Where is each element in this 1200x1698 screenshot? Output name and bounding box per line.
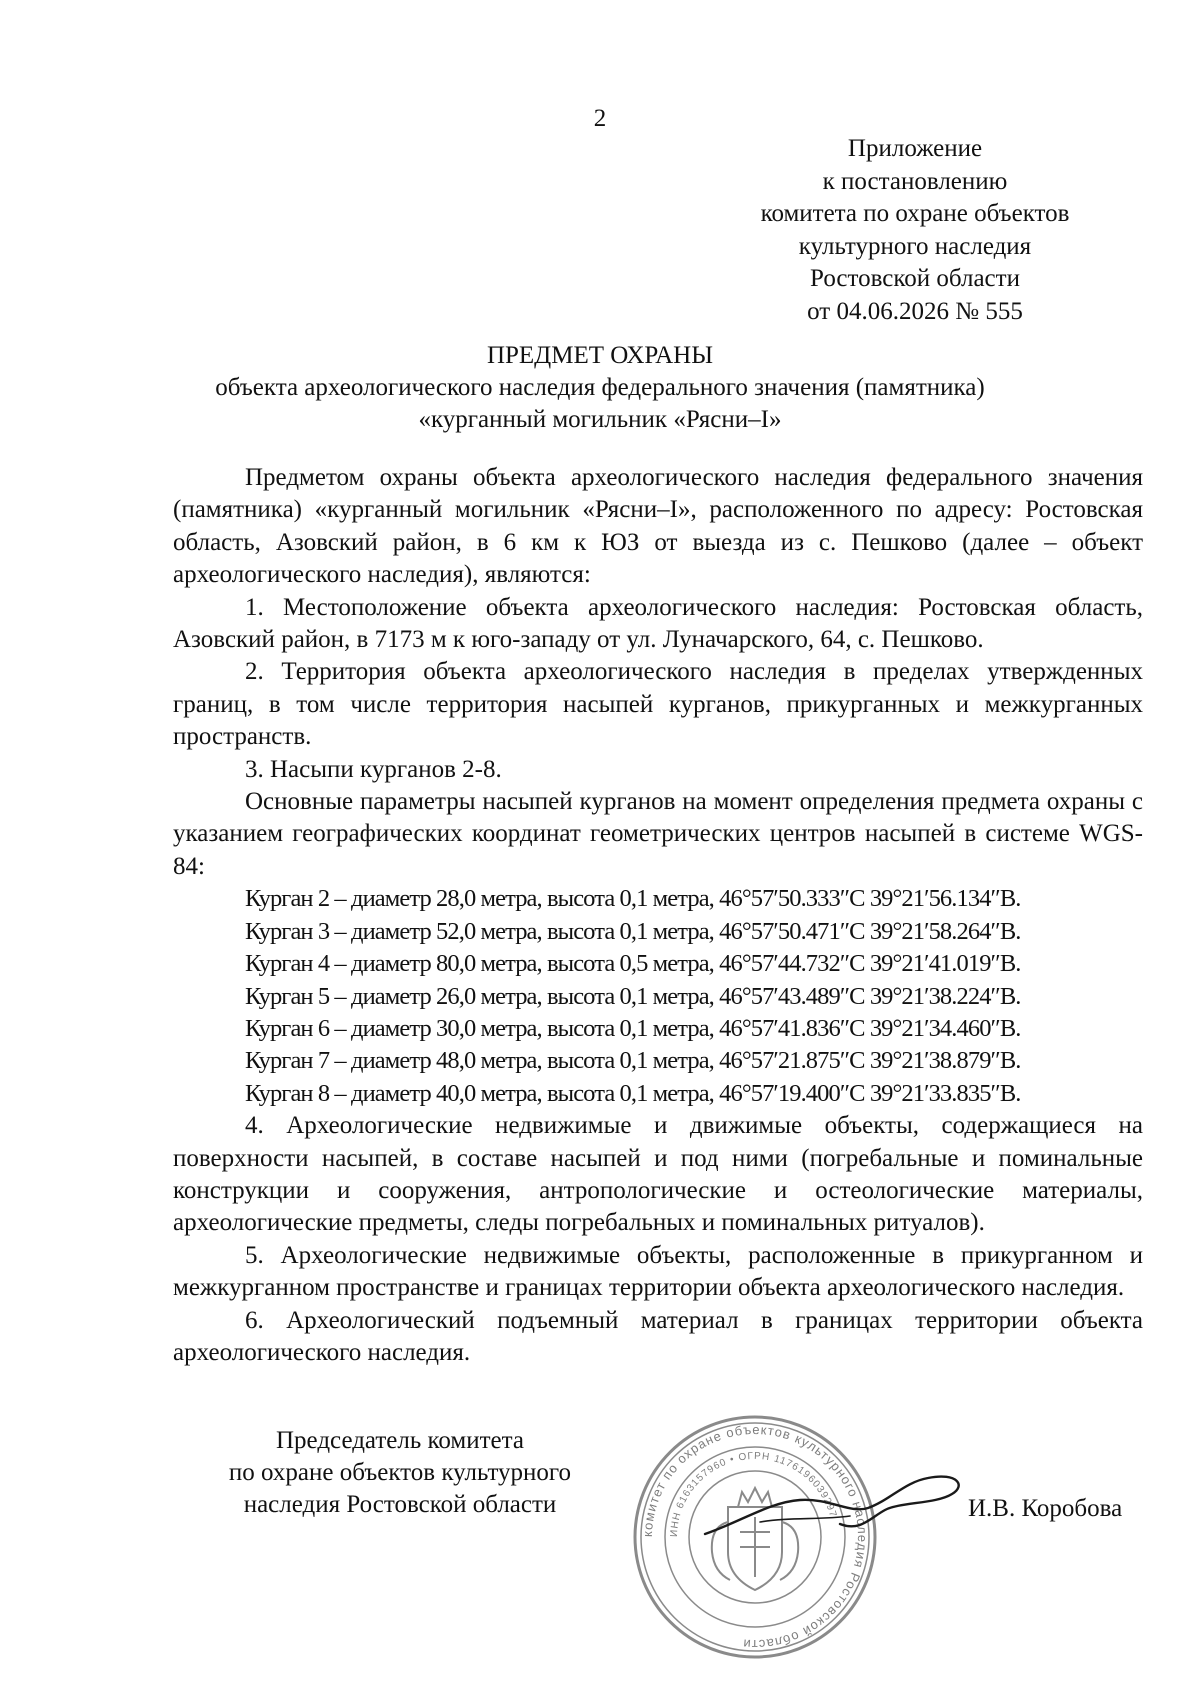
appendix-line: от 04.06.2026 № 555	[807, 297, 1023, 325]
kurgan-item: Курган 6 – диаметр 30,0 метра, высота 0,1 метра, 46°57′41.836″С 39°21′34.460″В.	[245, 1014, 1021, 1042]
kurgan-item: Курган 5 – диаметр 26,0 метра, высота 0,1 метра, 46°57′43.489″С 39°21′38.224″В.	[245, 982, 1021, 1010]
seal-outer-text-path: комитет по охране объектов культурного наследия Ростовской области	[639, 1421, 871, 1653]
intro-paragraph: Предметом охраны объекта археологического наследия федерального значения (памятника) «курганный могильник «Рясни–I», расположенного по адресу: Ростовская область, Азовский район, в 6 км к ЮЗ от выезда из с. Пешково (далее – объект археологического наследия), являются:	[173, 464, 1143, 589]
appendix-line: комитета по охране объектов	[760, 200, 1070, 227]
kurgan-item: Курган 3 – диаметр 52,0 метра, высота 0,1 метра, 46°57′50.471″С 39°21′58.264″В.	[245, 917, 1021, 945]
params-intro: Основные параметры насыпей курганов на момент определения предмета охраны с указанием географических координат геометрических центров насыпей в системе WGS-84:	[173, 788, 1143, 880]
page-number: 2	[593, 105, 607, 132]
document-body	[173, 462, 1143, 1369]
item-location: 1. Местоположение объекта археологического наследия: Ростовская область, Азовский район, в 7173 м к юго-западу от ул. Луначарского, 64, с. Пешково.	[173, 593, 1143, 654]
signatory-position	[150, 1425, 650, 1521]
appendix-line: культурного наследия	[798, 232, 1032, 260]
appendix-line: к постановлению	[822, 167, 1008, 195]
signer-name: И.В. Коробова	[968, 1495, 1123, 1522]
item-surface-material: 6. Археологический подъемный материал в границах территории объекта археологического наследия.	[173, 1306, 1143, 1366]
handwritten-signature	[700, 1462, 970, 1552]
signatory-position-line: наследия Ростовской области	[243, 1491, 557, 1518]
appendix-line: Приложение	[847, 135, 983, 162]
kurgan-item: Курган 2 – диаметр 28,0 метра, высота 0,1 метра, 46°57′50.333″С 39°21′56.134″В.	[245, 885, 1021, 913]
item-archaeological-objects: 4. Археологические недвижимые и движимые объекты, содержащиеся на поверхности насыпей, в составе насыпей и под ними (погребальные и поминальные конструкции и сооружения, антропологические и остеологические материалы, археологические предметы, следы погребальных и поминальных ритуалов).	[173, 1112, 1143, 1237]
item-mounds: 3. Насыпи курганов 2-8.	[245, 755, 502, 783]
document-subtitle: «курганный могильник «Рясни–I»	[418, 406, 782, 433]
signatory-position-line: по охране объектов культурного	[228, 1459, 572, 1486]
kurgan-item: Курган 7 – диаметр 48,0 метра, высота 0,1 метра, 46°57′21.875″С 39°21′38.879″В.	[245, 1047, 1021, 1075]
kurgan-item: Курган 8 – диаметр 40,0 метра, высота 0,1 метра, 46°57′19.400″С 39°21′33.835″В.	[245, 1079, 1021, 1107]
appendix-header	[715, 133, 1115, 328]
item-immovable-objects: 5. Археологические недвижимые объекты, расположенные в прикурганном и межкурганном пространстве и границах территории объекта археологического наследия.	[173, 1241, 1143, 1302]
appendix-line: Ростовской области	[810, 265, 1020, 292]
signatory-position-line: Председатель комитета	[276, 1427, 524, 1454]
kurgan-item: Курган 4 – диаметр 80,0 метра, высота 0,5 метра, 46°57′44.732″С 39°21′41.019″В.	[245, 950, 1021, 978]
item-territory: 2. Территория объекта археологического наследия в пределах утвержденных границ, в том числе территория насыпей курганов, прикурганных и межкурганных пространств.	[173, 658, 1143, 751]
kurgan-list	[173, 883, 1143, 1110]
seal-inner-text-path: ИНН 6163157960 • ОГРН 1176196039297	[668, 1450, 839, 1538]
document-subtitle: объекта археологического наследия федерального значения (памятника)	[215, 374, 985, 401]
document-heading	[150, 340, 1050, 436]
document-title: ПРЕДМЕТ ОХРАНЫ	[486, 342, 714, 369]
